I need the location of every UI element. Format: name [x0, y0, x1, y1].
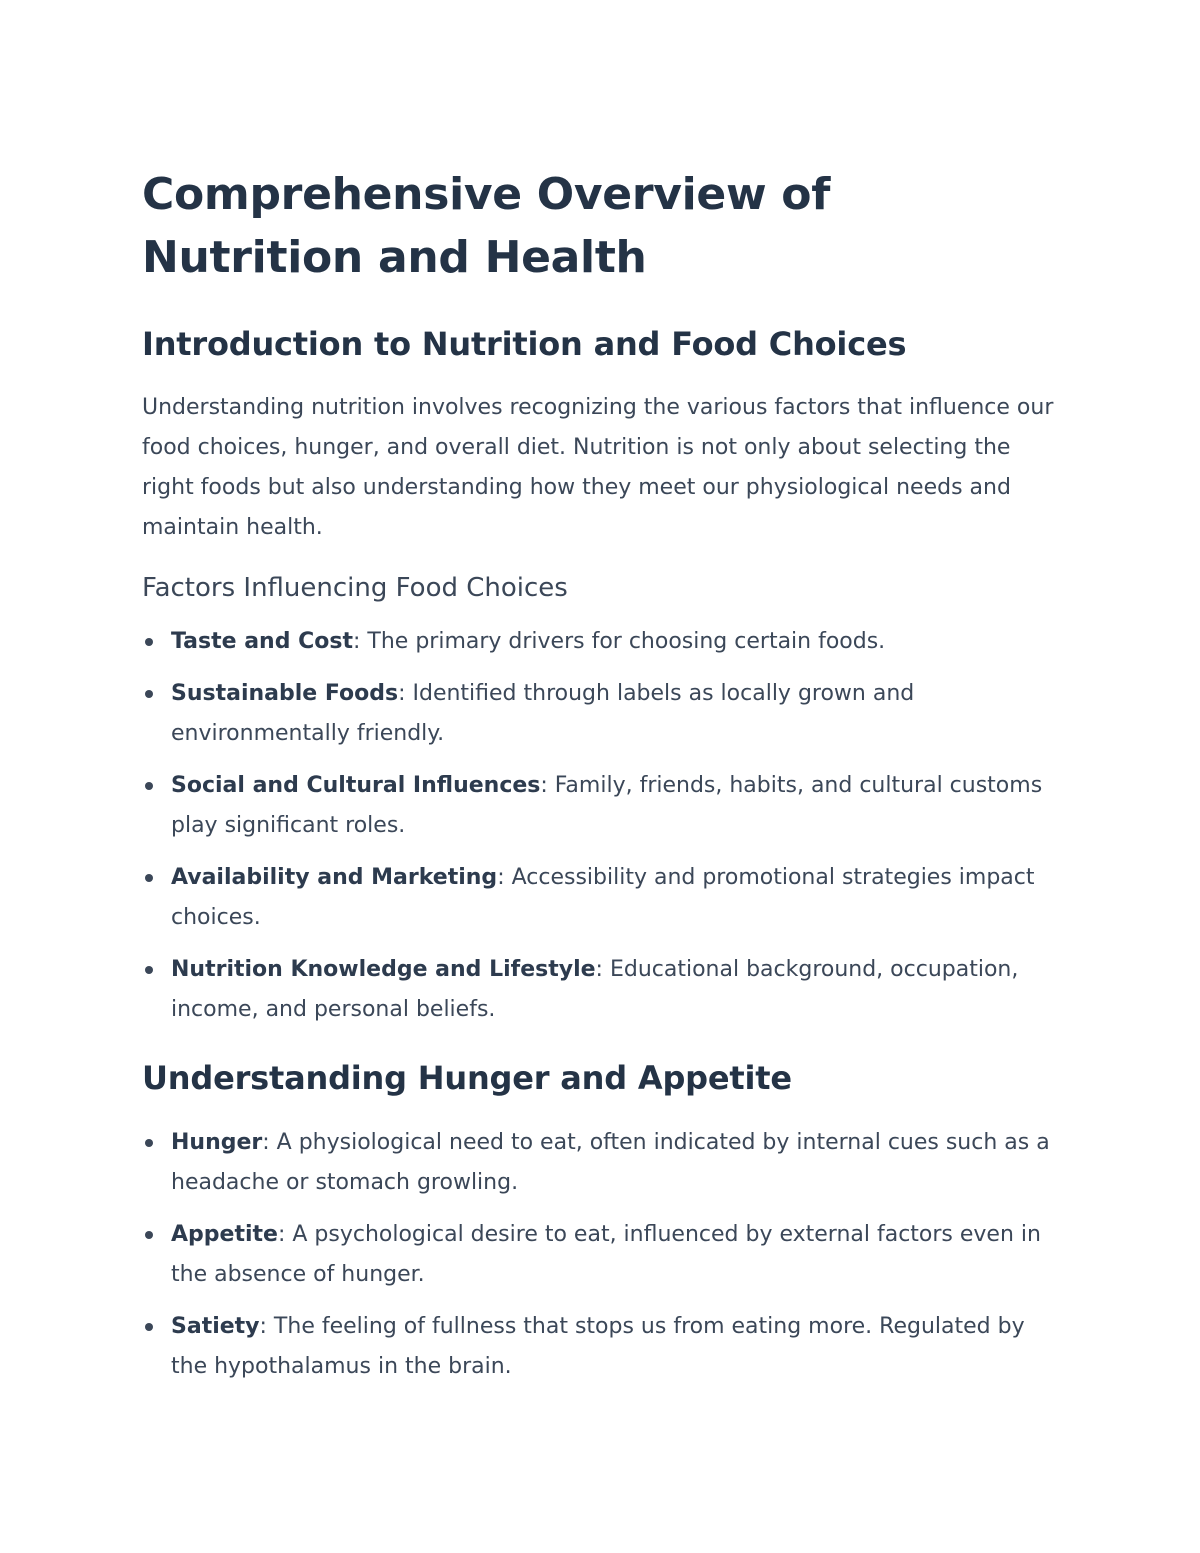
list-item-description: : A psychological desire to eat, influenced by external factors even in the absence of hunger.	[171, 1222, 1041, 1287]
bullet-icon	[145, 690, 153, 698]
list-item	[142, 950, 1062, 1030]
bullet-icon	[145, 1323, 153, 1331]
list-item-description: : Accessibility and promotional strategies impact choices.	[171, 865, 1035, 930]
bullet-icon	[145, 1231, 153, 1239]
list-item-description: : The feeling of fullness that stops us from eating more. Regulated by the hypothalamus in the brain.	[171, 1314, 1025, 1379]
hunger-list	[142, 1123, 1062, 1387]
list-item-description: : Family, friends, habits, and cultural customs play significant roles.	[171, 773, 1043, 838]
list-item	[142, 674, 1062, 754]
list-item-description: : Educational background, occupation, income, and personal beliefs.	[171, 957, 1019, 1022]
list-item	[142, 1123, 1062, 1203]
intro-paragraph: Understanding nutrition involves recognizing the various factors that influence our food choices, hunger, and overall diet. Nutrition is not only about selecting the right foods but also understanding how they meet our physiological needs and maintain health.	[142, 395, 1054, 540]
subheading-factors: Factors Influencing Food Choices	[142, 573, 568, 603]
list-item	[142, 766, 1062, 846]
list-item-term: Social and Cultural Influences	[171, 773, 541, 798]
list-item-term: Availability and Marketing	[171, 865, 498, 890]
list-item	[142, 1215, 1062, 1295]
section-heading-introduction: Introduction to Nutrition and Food Choices	[142, 325, 907, 363]
bullet-icon	[145, 782, 153, 790]
list-item-description: : The primary drivers for choosing certain foods.	[353, 629, 886, 654]
bullet-icon	[145, 874, 153, 882]
list-item-term: Taste and Cost	[171, 629, 353, 654]
list-item	[142, 858, 1062, 938]
list-item-term: Appetite	[171, 1222, 278, 1247]
document-page	[142, 163, 1062, 1399]
list-item-term: Sustainable Foods	[171, 681, 399, 706]
bullet-icon	[145, 966, 153, 974]
document-title: Comprehensive Overview of Nutrition and Health	[142, 169, 831, 283]
list-item	[142, 622, 1062, 662]
bullet-icon	[145, 638, 153, 646]
list-item-term: Hunger	[171, 1130, 263, 1155]
section-heading-hunger: Understanding Hunger and Appetite	[142, 1059, 792, 1097]
list-item-description: : A physiological need to eat, often indicated by internal cues such as a headache or stomach growling.	[171, 1130, 1050, 1195]
list-item-term: Nutrition Knowledge and Lifestyle	[171, 957, 596, 982]
list-item-term: Satiety	[171, 1314, 260, 1339]
list-item	[142, 1307, 1062, 1387]
factors-list	[142, 622, 1062, 1030]
list-item-description: : Identified through labels as locally grown and environmentally friendly.	[171, 681, 915, 746]
bullet-icon	[145, 1139, 153, 1147]
